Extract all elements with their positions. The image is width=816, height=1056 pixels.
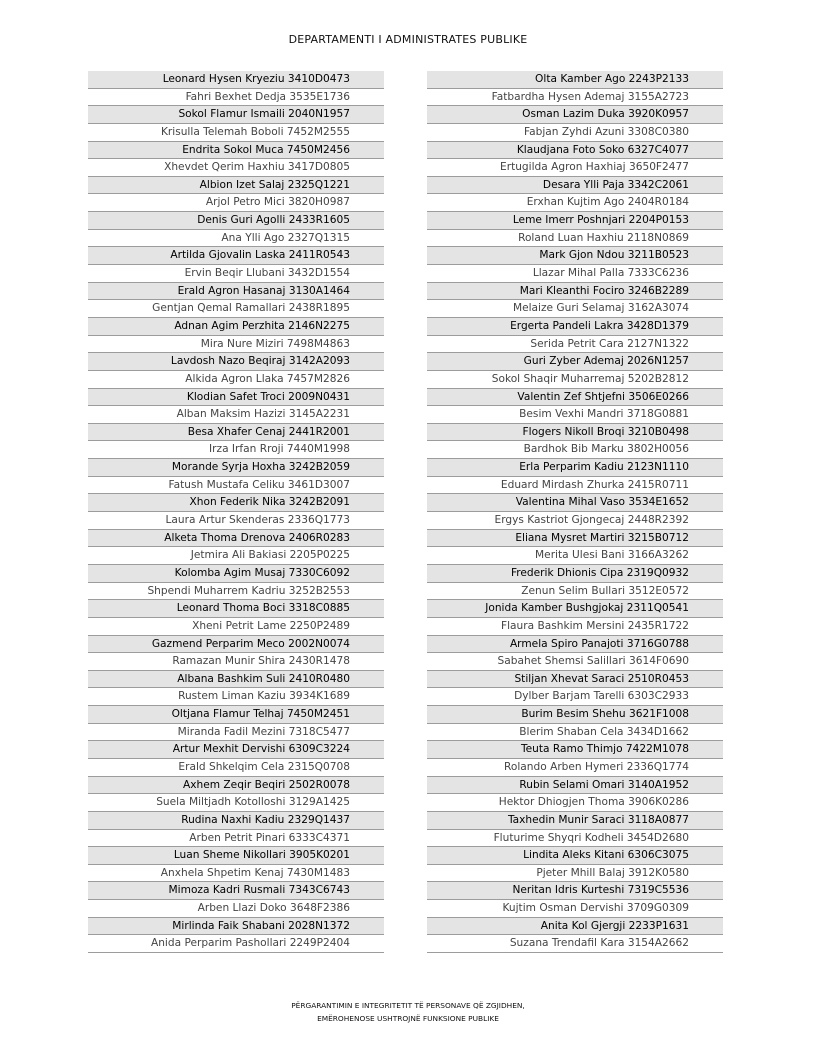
list-row: Artilda Gjovalin Laska 2411R0543 bbox=[88, 247, 384, 265]
list-row: Gazmend Perparim Meco 2002N0074 bbox=[88, 636, 384, 654]
list-row: Anida Perparim Pashollari 2249P2404 bbox=[88, 935, 384, 953]
list-row: Osman Lazim Duka 3920K0957 bbox=[427, 106, 723, 124]
list-row: Artur Mexhit Dervishi 6309C3224 bbox=[88, 741, 384, 759]
list-row: Serida Petrit Cara 2127N1322 bbox=[427, 336, 723, 354]
list-row: Krisulla Telemah Boboli 7452M2555 bbox=[88, 124, 384, 142]
list-row: Zenun Selim Bullari 3512E0572 bbox=[427, 583, 723, 601]
list-row: Rustem Liman Kaziu 3934K1689 bbox=[88, 688, 384, 706]
list-row: Albana Bashkim Suli 2410R0480 bbox=[88, 671, 384, 689]
list-row: Mark Gjon Ndou 3211B0523 bbox=[427, 247, 723, 265]
footer-line-2: EMËROHENOSE USHTROJNË FUNKSIONE PUBLIKE bbox=[317, 1014, 499, 1023]
list-row: Suzana Trendafil Kara 3154A2662 bbox=[427, 935, 723, 953]
list-row: Guri Zyber Ademaj 2026N1257 bbox=[427, 353, 723, 371]
list-row: Laura Artur Skenderas 2336Q1773 bbox=[88, 512, 384, 530]
list-row: Roland Luan Haxhiu 2118N0869 bbox=[427, 230, 723, 248]
list-row: Ervin Beqir Llubani 3432D1554 bbox=[88, 265, 384, 283]
list-row: Leme Imerr Poshnjari 2204P0153 bbox=[427, 212, 723, 230]
list-row: Ergerta Pandeli Lakra 3428D1379 bbox=[427, 318, 723, 336]
list-row: Ertugilda Agron Haxhiaj 3650F2477 bbox=[427, 159, 723, 177]
list-row: Morande Syrja Hoxha 3242B2059 bbox=[88, 459, 384, 477]
list-row: Bardhok Bib Marku 3802H0056 bbox=[427, 441, 723, 459]
list-row: Besa Xhafer Cenaj 2441R2001 bbox=[88, 424, 384, 442]
list-row: Eduard Mirdash Zhurka 2415R0711 bbox=[427, 477, 723, 495]
list-row: Denis Guri Agolli 2433R1605 bbox=[88, 212, 384, 230]
list-row: Erald Shkelqim Cela 2315Q0708 bbox=[88, 759, 384, 777]
list-row: Melaize Guri Selamaj 3162A3074 bbox=[427, 300, 723, 318]
list-row: Fabjan Zyhdi Azuni 3308C0380 bbox=[427, 124, 723, 142]
list-row: Rubin Selami Omari 3140A1952 bbox=[427, 777, 723, 795]
list-row: Rudina Naxhi Kadiu 2329Q1437 bbox=[88, 812, 384, 830]
list-row: Erla Perparim Kadiu 2123N1110 bbox=[427, 459, 723, 477]
list-row: Alban Maksim Hazizi 3145A2231 bbox=[88, 406, 384, 424]
list-row: Llazar Mihal Palla 7333C6236 bbox=[427, 265, 723, 283]
page-footer bbox=[0, 999, 816, 1025]
list-row: Kolomba Agim Musaj 7330C6092 bbox=[88, 565, 384, 583]
list-row: Jetmira Ali Bakiasi 2205P0225 bbox=[88, 547, 384, 565]
list-row: Erald Agron Hasanaj 3130A1464 bbox=[88, 283, 384, 301]
list-row: Frederik Dhionis Cipa 2319Q0932 bbox=[427, 565, 723, 583]
list-row: Eliana Mysret Martiri 3215B0712 bbox=[427, 530, 723, 548]
list-row: Miranda Fadil Mezini 7318C5477 bbox=[88, 724, 384, 742]
list-row: Arben Llazi Doko 3648F2386 bbox=[88, 900, 384, 918]
footer-line-1: PËRGARANTIMIN E INTEGRITETIT TË PERSONAVE QË ZGJIDHEN, bbox=[291, 1001, 525, 1010]
list-row: Valentina Mihal Vaso 3534E1652 bbox=[427, 494, 723, 512]
list-row: Luan Sheme Nikollari 3905K0201 bbox=[88, 847, 384, 865]
list-row: Arjol Petro Mici 3820H0987 bbox=[88, 194, 384, 212]
list-row: Flogers Nikoll Broqi 3210B0498 bbox=[427, 424, 723, 442]
list-row: Besim Vexhi Mandri 3718G0881 bbox=[427, 406, 723, 424]
list-row: Adnan Agim Perzhita 2146N2275 bbox=[88, 318, 384, 336]
list-row: Flaura Bashkim Mersini 2435R1722 bbox=[427, 618, 723, 636]
list-row: Desara Ylli Paja 3342C2061 bbox=[427, 177, 723, 195]
right-name-list bbox=[427, 71, 723, 953]
page-title: DEPARTAMENTI I ADMINISTRATES PUBLIKE bbox=[288, 33, 528, 46]
list-row: Irza Irfan Rroji 7440M1998 bbox=[88, 441, 384, 459]
list-row: Xheni Petrit Lame 2250P2489 bbox=[88, 618, 384, 636]
list-row: Klaudjana Foto Soko 6327C4077 bbox=[427, 142, 723, 160]
list-row: Ramazan Munir Shira 2430R1478 bbox=[88, 653, 384, 671]
list-row: Pjeter Mhill Balaj 3912K0580 bbox=[427, 865, 723, 883]
list-row: Merita Ulesi Bani 3166A3262 bbox=[427, 547, 723, 565]
list-row: Anita Kol Gjergji 2233P1631 bbox=[427, 918, 723, 936]
list-row: Anxhela Shpetim Kenaj 7430M1483 bbox=[88, 865, 384, 883]
list-row: Sabahet Shemsi Salillari 3614F0690 bbox=[427, 653, 723, 671]
list-row: Rolando Arben Hymeri 2336Q1774 bbox=[427, 759, 723, 777]
list-row: Sokol Flamur Ismaili 2040N1957 bbox=[88, 106, 384, 124]
list-row: Mari Kleanthi Fociro 3246B2289 bbox=[427, 283, 723, 301]
list-row: Shpendi Muharrem Kadriu 3252B2553 bbox=[88, 583, 384, 601]
list-row: Erxhan Kujtim Ago 2404R0184 bbox=[427, 194, 723, 212]
list-row: Neritan Idris Kurteshi 7319C5536 bbox=[427, 882, 723, 900]
list-row: Fluturime Shyqri Kodheli 3454D2680 bbox=[427, 830, 723, 848]
list-row: Valentin Zef Shtjefni 3506E0266 bbox=[427, 389, 723, 407]
list-row: Xhon Federik Nika 3242B2091 bbox=[88, 494, 384, 512]
list-row: Mimoza Kadri Rusmali 7343C6743 bbox=[88, 882, 384, 900]
left-name-list bbox=[88, 71, 384, 953]
list-row: Hektor Dhiogjen Thoma 3906K0286 bbox=[427, 794, 723, 812]
list-row: Kujtim Osman Dervishi 3709G0309 bbox=[427, 900, 723, 918]
list-row: Jonida Kamber Bushgjokaj 2311Q0541 bbox=[427, 600, 723, 618]
list-row: Klodian Safet Troci 2009N0431 bbox=[88, 389, 384, 407]
list-row: Mirlinda Faik Shabani 2028N1372 bbox=[88, 918, 384, 936]
list-row: Albion Izet Salaj 2325Q1221 bbox=[88, 177, 384, 195]
list-row: Sokol Shaqir Muharremaj 5202B2812 bbox=[427, 371, 723, 389]
list-row: Ergys Kastriot Gjongecaj 2448R2392 bbox=[427, 512, 723, 530]
list-row: Taxhedin Munir Saraci 3118A0877 bbox=[427, 812, 723, 830]
list-row: Arben Petrit Pinari 6333C4371 bbox=[88, 830, 384, 848]
list-row: Armela Spiro Panajoti 3716G0788 bbox=[427, 636, 723, 654]
list-row: Axhem Zeqir Beqiri 2502R0078 bbox=[88, 777, 384, 795]
list-row: Xhevdet Qerim Haxhiu 3417D0805 bbox=[88, 159, 384, 177]
list-row: Olta Kamber Ago 2243P2133 bbox=[427, 71, 723, 89]
list-row: Endrita Sokol Muca 7450M2456 bbox=[88, 142, 384, 160]
list-row: Mira Nure Miziri 7498M4863 bbox=[88, 336, 384, 354]
list-row: Teuta Ramo Thimjo 7422M1078 bbox=[427, 741, 723, 759]
list-row: Stiljan Xhevat Saraci 2510R0453 bbox=[427, 671, 723, 689]
list-row: Alkida Agron Llaka 7457M2826 bbox=[88, 371, 384, 389]
list-row: Fatush Mustafa Celiku 3461D3007 bbox=[88, 477, 384, 495]
list-row: Leonard Hysen Kryeziu 3410D0473 bbox=[88, 71, 384, 89]
list-row: Alketa Thoma Drenova 2406R0283 bbox=[88, 530, 384, 548]
list-row: Burim Besim Shehu 3621F1008 bbox=[427, 706, 723, 724]
list-row: Oltjana Flamur Telhaj 7450M2451 bbox=[88, 706, 384, 724]
list-row: Fahri Bexhet Dedja 3535E1736 bbox=[88, 89, 384, 107]
list-row: Lavdosh Nazo Beqiraj 3142A2093 bbox=[88, 353, 384, 371]
list-row: Gentjan Qemal Ramallari 2438R1895 bbox=[88, 300, 384, 318]
list-row: Ana Ylli Ago 2327Q1315 bbox=[88, 230, 384, 248]
list-row: Blerim Shaban Cela 3434D1662 bbox=[427, 724, 723, 742]
list-row: Fatbardha Hysen Ademaj 3155A2723 bbox=[427, 89, 723, 107]
list-row: Leonard Thoma Boci 3318C0885 bbox=[88, 600, 384, 618]
list-row: Dylber Barjam Tarelli 6303C2933 bbox=[427, 688, 723, 706]
list-row: Lindita Aleks Kitani 6306C3075 bbox=[427, 847, 723, 865]
list-row: Suela Miltjadh Kotolloshi 3129A1425 bbox=[88, 794, 384, 812]
